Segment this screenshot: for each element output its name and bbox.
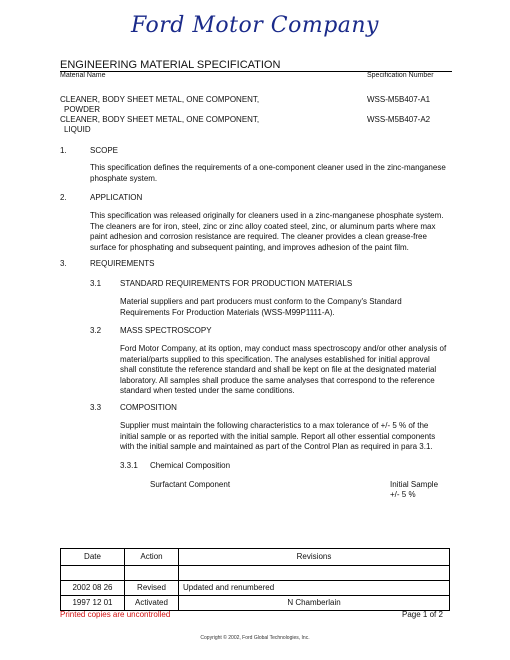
action-column-header: Action — [125, 549, 179, 566]
section-3-3-paragraph: Supplier must maintain the following characteristics to a max tolerance of +/- 5 % of the initial sample or as reported with the initial sample. Report all other essential components with the initial sample and maintained as part of the Control Plan as required in para 3.1. — [120, 421, 436, 451]
section-2-title: APPLICATION — [90, 193, 143, 202]
section-2-number: 2. — [60, 193, 67, 202]
section-3-1-title: STANDARD REQUIREMENTS FOR PRODUCTION MATERIALS — [120, 279, 353, 288]
revision-date: 1997 12 01 — [61, 596, 125, 611]
page-number: Page 1 of 2 — [402, 610, 443, 619]
material-name-label: Material Name — [60, 72, 106, 79]
spec-number-label: Specification Number — [367, 72, 434, 79]
section-3-2-paragraph: Ford Motor Company, at its option, may conduct mass spectroscopy and/or other analysis of material/parts supplied to this specification. The analyses established for initial approval shall constitute the reference standard and shall be kept on file at the designated material laboratory. All samples shall produce the same analyses that correspond to the reference standard when tested under the same conditions. — [120, 344, 447, 395]
application-paragraph: This specification was released originally for cleaners used in a zinc-manganese phosphate system. The cleaners are for iron, steel, zinc or zinc alloy coated steel, zinc, or aluminum parts where max paint adhesion and corrosion resistance are required. The cleaner provides a clean grease-free surface for phosphating and subsequent painting, and improves adhesion of the paint film. — [90, 211, 444, 252]
material-1-spec: WSS-M5B407-A1 — [367, 95, 431, 104]
section-3-1-paragraph: Material suppliers and part producers must conform to the Company's Standard Requirements For Production Materials (WSS-M99P1111-A). — [120, 297, 402, 317]
table-row — [61, 596, 450, 611]
revisions-header-row — [61, 549, 450, 566]
date-column-header: Date — [61, 549, 125, 566]
section-3-3-title: COMPOSITION — [120, 403, 177, 412]
scope-paragraph: This specification defines the requirements of a one-component cleaner used in the zinc-manganese phosphate system. — [90, 163, 446, 183]
revision-action: Activated — [125, 596, 179, 611]
section-3-3-number: 3.3 — [90, 403, 102, 412]
material-2-spec: WSS-M5B407-A2 — [367, 115, 431, 124]
revision-desc — [179, 566, 450, 581]
revision-desc: N Chamberlain — [179, 596, 450, 611]
document-title: ENGINEERING MATERIAL SPECIFICATION — [60, 59, 281, 71]
revision-action: Revised — [125, 581, 179, 596]
section-1-title: SCOPE — [90, 146, 119, 155]
material-1-form: POWDER — [64, 105, 100, 114]
section-3-2-title: MASS SPECTROSCOPY — [120, 326, 212, 335]
section-3-title: REQUIREMENTS — [90, 259, 155, 268]
revision-date: 2002 08 26 — [61, 581, 125, 596]
revisions-column-header: Revisions — [179, 549, 450, 566]
ford-logo: Ford Motor Company — [130, 13, 379, 38]
material-2-name: CLEANER, BODY SHEET METAL, ONE COMPONENT, — [60, 115, 260, 124]
section-3-1-number: 3.1 — [90, 279, 102, 288]
revision-date — [61, 566, 125, 581]
section-3-2-number: 3.2 — [90, 326, 102, 335]
material-2-form: LIQUID — [64, 125, 91, 134]
surfactant-component-label: Surfactant Component — [150, 480, 231, 489]
surfactant-tolerance: +/- 5 % — [390, 490, 416, 499]
material-1-name: CLEANER, BODY SHEET METAL, ONE COMPONENT, — [60, 95, 260, 104]
revision-action — [125, 566, 179, 581]
table-row — [61, 581, 450, 596]
section-3-number: 3. — [60, 259, 67, 268]
copyright-notice: Copyright © 2002, Ford Global Technologies, Inc. — [200, 635, 310, 641]
revision-desc: Updated and renumbered — [179, 581, 450, 596]
section-1-number: 1. — [60, 146, 67, 155]
section-3-3-1-number: 3.3.1 — [120, 461, 138, 470]
surfactant-initial-sample: Initial Sample — [390, 480, 439, 489]
revisions-table — [60, 548, 450, 611]
uncontrolled-notice: Printed copies are uncontrolled — [60, 610, 171, 619]
section-3-3-1-title: Chemical Composition — [150, 461, 231, 470]
table-row — [61, 566, 450, 581]
